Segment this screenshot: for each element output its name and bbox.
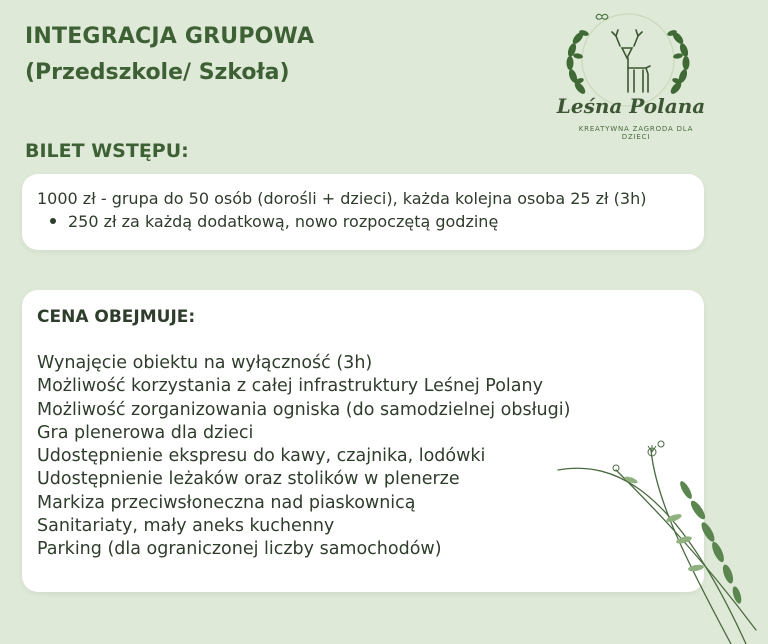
ticket-bullet-text: 250 zł za każdą dodatkową, nowo rozpoczętą godzinę: [68, 212, 499, 231]
list-item: Sanitariaty, mały aneks kuchenny: [37, 516, 335, 537]
list-item: Udostępnienie ekspresu do kawy, czajnika, lodówki: [37, 446, 486, 467]
ticket-card: [22, 174, 704, 250]
list-item: Markiza przeciwsłoneczna nad piaskownicą: [37, 492, 416, 513]
list-item: Wynajęcie obiektu na wyłączność (3h): [37, 353, 373, 373]
includes-list: [37, 352, 570, 562]
list-item: Gra plenerowa dla dzieci: [37, 422, 254, 443]
list-item: Parking (dla ograniczonej liczby samochodów): [37, 539, 442, 560]
botanical-branch-icon: [556, 440, 768, 644]
deer-wreath-icon: [548, 8, 708, 138]
logo-tagline: KREATYWNA ZAGRODA DLA DZIECI: [578, 125, 694, 141]
logo-name: Leśna Polana: [556, 94, 706, 118]
list-item: Możliwość zorganizowania ogniska (do samodzielnej obsługi): [37, 399, 571, 420]
ticket-extra-hour: [50, 212, 498, 231]
page-title-line1: INTEGRACJA GRUPOWA: [25, 24, 315, 49]
list-item: Udostępnienie leżaków oraz stolików w plenerze: [37, 469, 460, 490]
list-item: Możliwość korzystania z całej infrastruktury Leśnej Polany: [37, 376, 543, 397]
ticket-heading: BILET WSTĘPU:: [25, 140, 189, 162]
includes-heading: CENA OBEJMUJE:: [37, 307, 196, 327]
bullet-icon: [50, 218, 56, 224]
ticket-main-price: 1000 zł - grupa do 50 osób (dorośli + dzieci), każda kolejna osoba 25 zł (3h): [37, 189, 647, 208]
page-title-line2: (Przedszkole/ Szkoła): [25, 60, 290, 85]
